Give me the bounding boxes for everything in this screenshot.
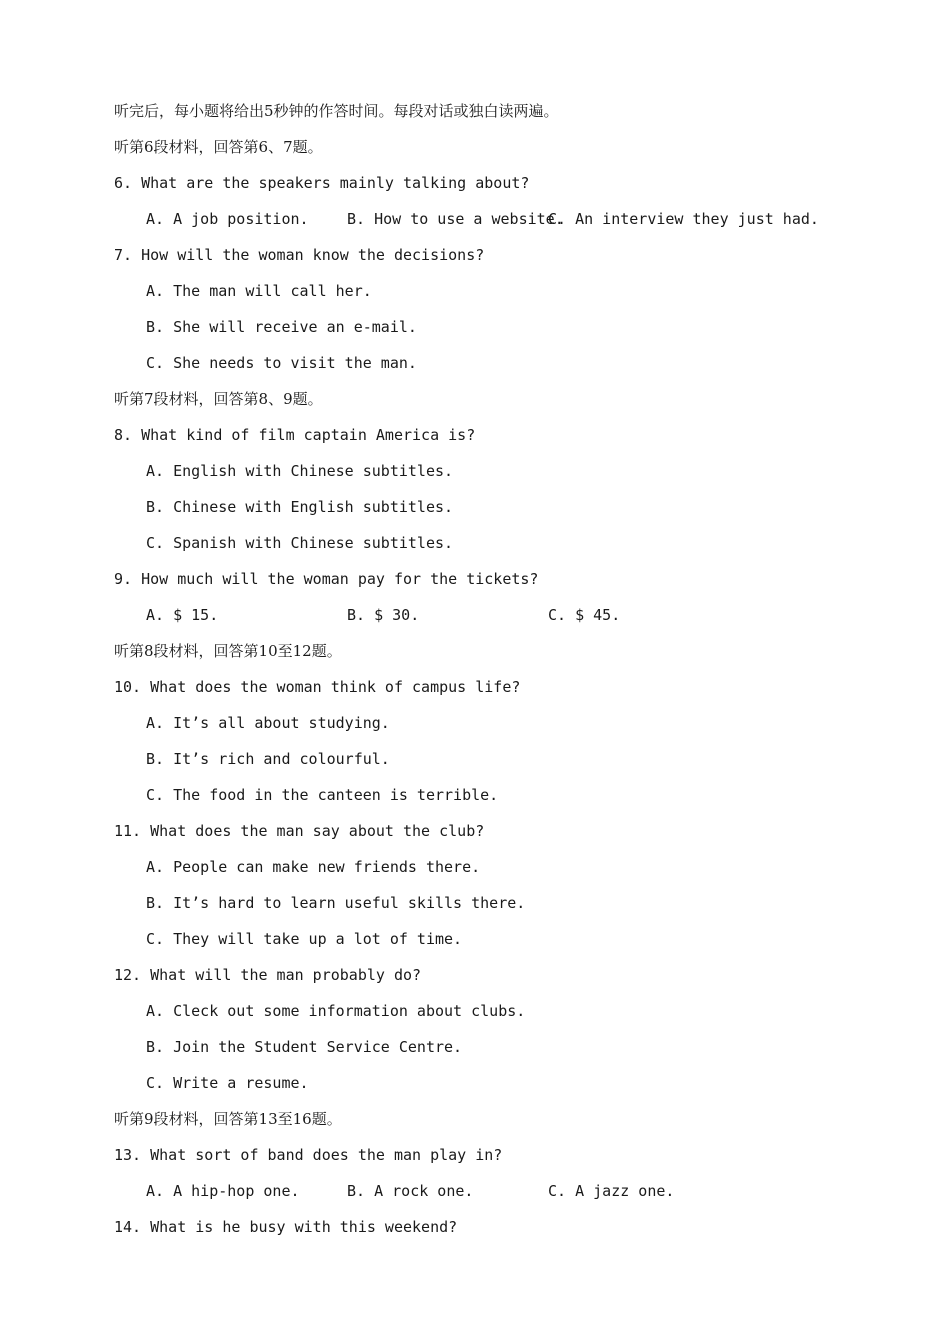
question-12-option-b[interactable]: B. Join the Student Service Centre. <box>146 1038 463 1056</box>
question-8-option-a[interactable]: A. English with Chinese subtitles. <box>146 462 454 480</box>
question-9-option-a[interactable]: A. $ 15. <box>146 606 219 624</box>
question-11-option-b[interactable]: B. It’s hard to learn useful skills there. <box>146 894 526 912</box>
question-8-option-c[interactable]: C. Spanish with Chinese subtitles. <box>146 534 454 552</box>
question-13-option-c[interactable]: C. A jazz one. <box>548 1182 675 1200</box>
section-heading-7: 听第7段材料，回答第8、9题。 <box>114 390 323 408</box>
section-heading-9: 听第9段材料，回答第13至16题。 <box>114 1110 342 1128</box>
question-11-option-a[interactable]: A. People can make new friends there. <box>146 858 481 876</box>
question-7-option-c[interactable]: C. She needs to visit the man. <box>146 354 417 372</box>
question-11-stem: 11. What does the man say about the club? <box>114 822 485 840</box>
question-13-option-b[interactable]: B. A rock one. <box>347 1182 474 1200</box>
question-6-option-c[interactable]: C. An interview they just had. <box>548 210 819 228</box>
question-14-stem: 14. What is he busy with this weekend? <box>114 1218 458 1236</box>
section-heading-8: 听第8段材料，回答第10至12题。 <box>114 642 342 660</box>
question-13-stem: 13. What sort of band does the man play in? <box>114 1146 503 1164</box>
question-9-option-c[interactable]: C. $ 45. <box>548 606 621 624</box>
question-10-option-c[interactable]: C. The food in the canteen is terrible. <box>146 786 499 804</box>
question-10-option-b[interactable]: B. It’s rich and colourful. <box>146 750 390 768</box>
question-10-stem: 10. What does the woman think of campus life? <box>114 678 521 696</box>
question-6-option-b[interactable]: B. How to use a website. <box>347 210 564 228</box>
question-12-option-a[interactable]: A. Cleck out some information about clubs. <box>146 1002 526 1020</box>
listening-instruction: 听完后，每小题将给出5秒钟的作答时间。每段对话或独白读两遍。 <box>114 102 559 120</box>
section-heading-6: 听第6段材料，回答第6、7题。 <box>114 138 323 156</box>
question-8-option-b[interactable]: B. Chinese with English subtitles. <box>146 498 454 516</box>
question-13-option-a[interactable]: A. A hip-hop one. <box>146 1182 300 1200</box>
question-7-option-b[interactable]: B. She will receive an e-mail. <box>146 318 417 336</box>
question-11-option-c[interactable]: C. They will take up a lot of time. <box>146 930 463 948</box>
question-12-option-c[interactable]: C. Write a resume. <box>146 1074 309 1092</box>
question-10-option-a[interactable]: A. It’s all about studying. <box>146 714 390 732</box>
question-12-stem: 12. What will the man probably do? <box>114 966 422 984</box>
question-8-stem: 8. What kind of film captain America is? <box>114 426 476 444</box>
question-6-option-a[interactable]: A. A job position. <box>146 210 309 228</box>
question-7-stem: 7. How will the woman know the decisions? <box>114 246 485 264</box>
question-9-option-b[interactable]: B. $ 30. <box>347 606 420 624</box>
question-7-option-a[interactable]: A. The man will call her. <box>146 282 372 300</box>
question-9-stem: 9. How much will the woman pay for the tickets? <box>114 570 539 588</box>
question-6-stem: 6. What are the speakers mainly talking about? <box>114 174 530 192</box>
